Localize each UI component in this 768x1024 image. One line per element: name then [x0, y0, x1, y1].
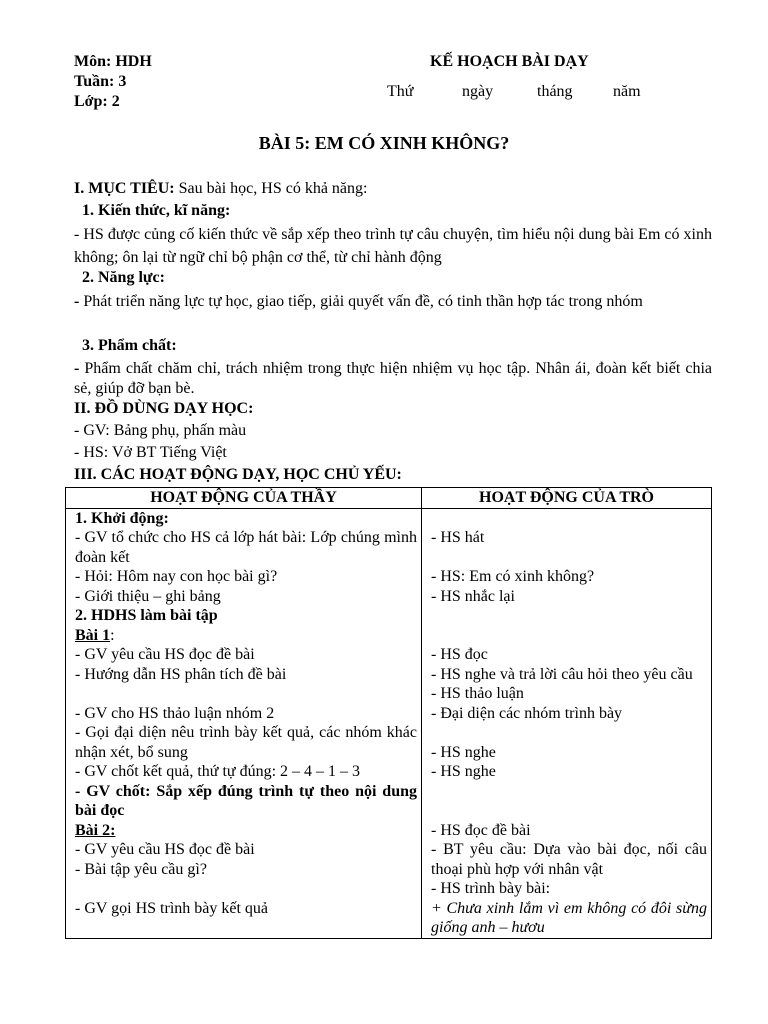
guide-heading: 2. HDHS làm bài tập	[75, 607, 218, 624]
teacher-activities-cell	[66, 508, 422, 938]
teacher-ex2-1: - GV yêu cầu HS đọc đề bài	[75, 841, 255, 858]
quality-dash: -	[74, 360, 80, 377]
teacher-ex2-3: - GV gọi HS trình bày kết quả	[75, 899, 269, 917]
student-warmup-1: - HS hát	[431, 529, 485, 546]
quality-text: Phẩm chất chăm chỉ, trách nhiệm trong thực hiện nhiệm vụ học tập. Nhân ái, đoàn kết biết chia sẻ, giúp đỡ bạn bè.	[74, 360, 712, 397]
document-title: KẾ HOẠCH BÀI DẠY	[430, 53, 589, 70]
student-activities-cell	[422, 508, 712, 938]
competence-text: Phát triển năng lực tự học, giao tiếp, giải quyết vấn đề, có tinh thần hợp tác trong nhóm	[79, 293, 643, 310]
teacher-ex1-4: - Gọi đại diện nêu trình bày kết quả, các nhóm khác nhận xét, bổ sung	[75, 724, 417, 761]
materials-heading: II. ĐỒ DÙNG DẠY HỌC:	[74, 400, 254, 417]
warmup-heading: 1. Khởi động:	[75, 509, 169, 527]
quality-heading: 3. Phẩm chất:	[82, 337, 177, 354]
student-ex1-4: - Đại diện các nhóm trình bày	[431, 704, 623, 722]
student-warmup-3: - HS nhắc lại	[431, 587, 515, 605]
teacher-warmup-2: - Hỏi: Hôm nay con học bài gì?	[75, 568, 278, 585]
student-ex2-2: - BT yêu cầu: Dựa vào bài đọc, nối câu thoại phù hợp với nhân vật	[431, 841, 707, 878]
teacher-ex2-2: - Bài tập yêu cầu gì?	[75, 860, 207, 878]
date-year-label: năm	[613, 83, 641, 100]
student-ex1-6: - HS nghe	[431, 763, 496, 780]
week-label: Tuần: 3	[74, 73, 127, 90]
activities-heading: III. CÁC HOẠT ĐỘNG DẠY, HỌC CHỦ YẾU:	[74, 466, 402, 483]
exercise-1-heading: Bài 1	[75, 626, 111, 644]
table-header-row	[66, 488, 712, 509]
date-month-label: tháng	[537, 83, 573, 100]
header-info	[74, 52, 152, 112]
exercise-1-colon: :	[110, 626, 115, 644]
student-ex1-3: - HS thảo luận	[431, 685, 524, 702]
objectives-heading-line	[74, 179, 712, 199]
table-row	[66, 508, 712, 938]
student-ex1-1: - HS đọc	[431, 646, 488, 663]
student-ex1-2: - HS nghe và trả lời câu hỏi theo yêu cầu	[431, 665, 693, 683]
teacher-ex1-3: - GV cho HS thảo luận nhóm 2	[75, 704, 275, 722]
subject-label: Môn: HDH	[74, 53, 152, 70]
activities-table	[65, 487, 712, 939]
knowledge-text: - HS được củng cố kiến thức về sắp xếp theo trình tự câu chuyện, tìm hiểu nội dung bài Em có xinh không; ôn lại từ ngữ chỉ bộ phận cơ thể, từ chỉ hành động	[74, 226, 712, 266]
teacher-ex1-6: - GV chốt: Sắp xếp đúng trình tự theo nội dung bài đọc	[75, 782, 417, 819]
student-ex2-1: - HS đọc đề bài	[431, 821, 531, 839]
student-ex2-3: - HS trình bày bài:	[431, 880, 551, 897]
knowledge-heading: 1. Kiến thức, kĩ năng:	[82, 202, 231, 219]
teacher-ex1-5: - GV chốt kết quả, thứ tự đúng: 2 – 4 – 1 – 3	[75, 763, 361, 780]
teacher-warmup-3: - Giới thiệu – ghi bảng	[75, 587, 221, 605]
student-warmup-2: - HS: Em có xinh không?	[431, 568, 595, 585]
teacher-column-header: HOẠT ĐỘNG CỦA THẦY	[66, 488, 422, 509]
quality-paragraph	[74, 359, 712, 399]
objectives-intro: Sau bài học, HS có khả năng:	[174, 180, 368, 197]
exercise-1-heading-line	[75, 626, 417, 646]
student-ex2-4: + Chưa xinh lắm vì em không có đôi sừng giống anh – hươu	[431, 899, 707, 936]
student-ex1-5: - HS nghe	[431, 743, 496, 761]
competence-dash: -	[74, 293, 80, 310]
date-day-label: ngày	[462, 83, 494, 100]
date-weekday-label: Thứ	[387, 83, 414, 100]
competence-heading: 2. Năng lực:	[82, 269, 165, 286]
lesson-title: BÀI 5: EM CÓ XINH KHÔNG?	[258, 133, 510, 153]
teacher-ex1-1: - GV yêu cầu HS đọc đề bài	[75, 646, 255, 663]
student-column-header: HOẠT ĐỘNG CỦA TRÒ	[422, 488, 712, 509]
materials-teacher: - GV: Bảng phụ, phấn màu	[74, 422, 247, 439]
materials-student: - HS: Vở BT Tiếng Việt	[74, 444, 227, 461]
exercise-2-heading: Bài 2:	[75, 821, 116, 839]
class-label: Lớp: 2	[74, 93, 120, 110]
teacher-ex1-2: - Hướng dẫn HS phân tích đề bài	[75, 665, 287, 683]
teacher-warmup-1: - GV tổ chức cho HS cả lớp hát bài: Lớp chúng mình đoàn kết	[75, 529, 417, 566]
competence-paragraph	[74, 291, 712, 314]
objectives-heading: I. MỤC TIÊU:	[74, 180, 175, 197]
